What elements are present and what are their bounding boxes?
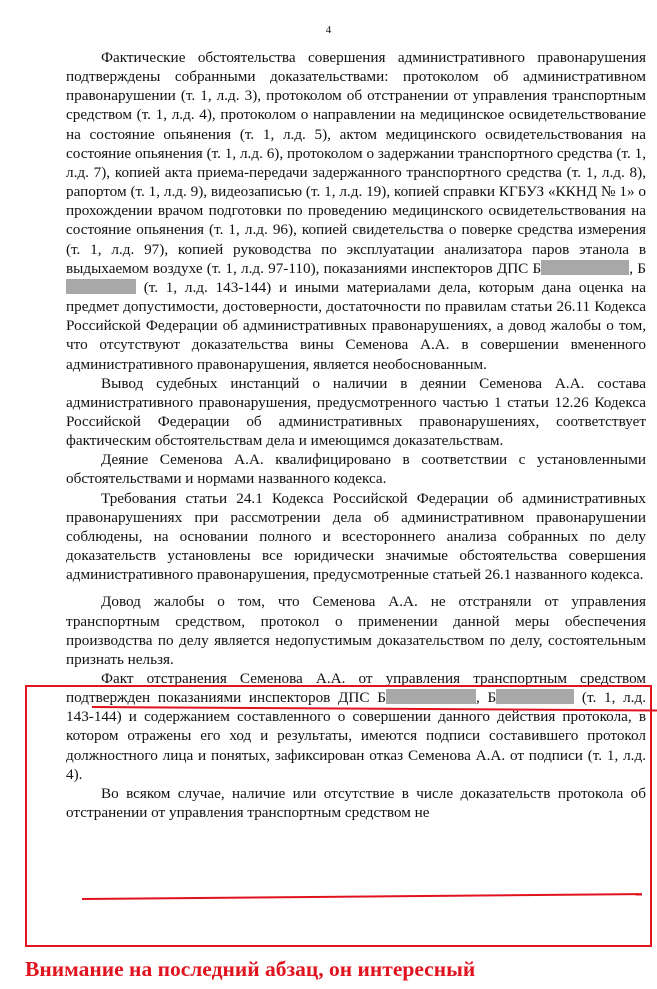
paragraph-text: Довод жалобы о том, что Семенова А.А. не отстраняли от управления транспортным средством, протокол о применении данной меры обеспечения производства по делу является недопустимым доказательством по делу, состоятельным признать нельзя. xyxy=(66,593,646,668)
paragraph-text: Вывод судебных инстанций о наличии в деянии Семенова А.А. состава административного правонарушения, предусмотренного частью 1 статьи 12.26 Кодекса Российской Федерации об административных правонарушениях, соответствует фактическим обстоятельствам дела и имеющимся доказательствам. xyxy=(66,374,646,450)
paragraph-complaint xyxy=(66,592,646,669)
paragraph-text: Деяние Семенова А.А. квалифицировано в соответствии с установленными обстоятельствами и нормами названного кодекса. xyxy=(66,451,646,488)
page-number: 4 xyxy=(325,24,332,36)
paragraph-text: Во всяком случае, наличие или отсутствие в числе доказательств протокола об отстранении от управления транспортным средством не xyxy=(66,784,646,822)
paragraph-text: , Б xyxy=(629,259,646,277)
redacted-name xyxy=(66,279,136,294)
redacted-name xyxy=(541,260,629,275)
paragraph-text: (т. 1, л.д. 143-144) и содержанием составленного о совершении данного действия протокола, в котором отражены его ход и результаты, имеются подписи составившего протокол должностного лица и понятых, зафиксирован отказ Семенова А.А. от подписи (т. 1, л.д. 4). xyxy=(66,689,646,783)
paragraph-text: Фактические обстоятельства совершения административного правонарушения подтверждены собранными доказательствами: протоколом об административном правонарушении (т. 1, л.д. 3), протоколом об отстранении от управления транспортным средством (т. 1, л.д. 4), протоколом о направлении на медицинское освидетельствование на состояние опьянения (т. 1, л.д. 5), актом медицинского освидетельствования на состояние опьянения (т. 1, л.д. 6), протоколом о задержании транспортного средства (т. 1, л.д. 7), копией акта приема-передачи задержанного транспортного средства (т. 1, л.д. 8), рапортом (т. 1, л.д. 9), видеозаписью (т. 1, л.д. 19), копией справки КГБУЗ «ККНД № 1» о прохождении врачом подготовки по проведению медицинского освидетельствования на состояние опьянения (т. 1, л.д. 96), копией свидетельства о поверке средства измерения (т. 1, л.д. 97), копией руководства по эксплуатации анализатора паров этанола в выдыхаемом воздухе (т. 1, л.д. 97-110), показаниями инспекторов ДПС Б xyxy=(66,49,646,277)
paragraph-text: Требования статьи 24.1 Кодекса Российской Федерации об административных правонарушениях при рассмотрении дела об административном правонарушении соблюдены, на основании полного и всестороннего анализа собранных по делу доказательств установлены все юридически значимые обстоятельства совершения административного правонарушения, предусмотренные статьей 26.1 названного кодекса. xyxy=(66,489,646,584)
highlight-box xyxy=(25,685,652,947)
paragraph-conclusion xyxy=(66,374,646,451)
paragraph-qualification xyxy=(66,450,646,488)
paragraph-text: (т. 1, л.д. 143-144) и иными материалами дела, которым дана оценка на предмет допустимости, достоверности, достаточности по правилам статьи 26.11 Кодекса Российской Федерации об административных правонарушениях, а довод жалобы о том, что отсутствуют доказательства вины Семенова А.А. в совершении вмененного административного правонарушения, является необоснованным. xyxy=(66,278,646,373)
paragraph-text: Факт отстранения Семенова А.А. от управления транспортным средством подтвержден показаниями инспекторов ДПС Б xyxy=(66,670,646,707)
paragraph-facts xyxy=(66,48,646,374)
annotation-caption: Внимание на последний абзац, он интересный xyxy=(25,957,476,981)
paragraph-text: , Б xyxy=(475,689,497,707)
paragraph-requirements xyxy=(66,489,646,585)
